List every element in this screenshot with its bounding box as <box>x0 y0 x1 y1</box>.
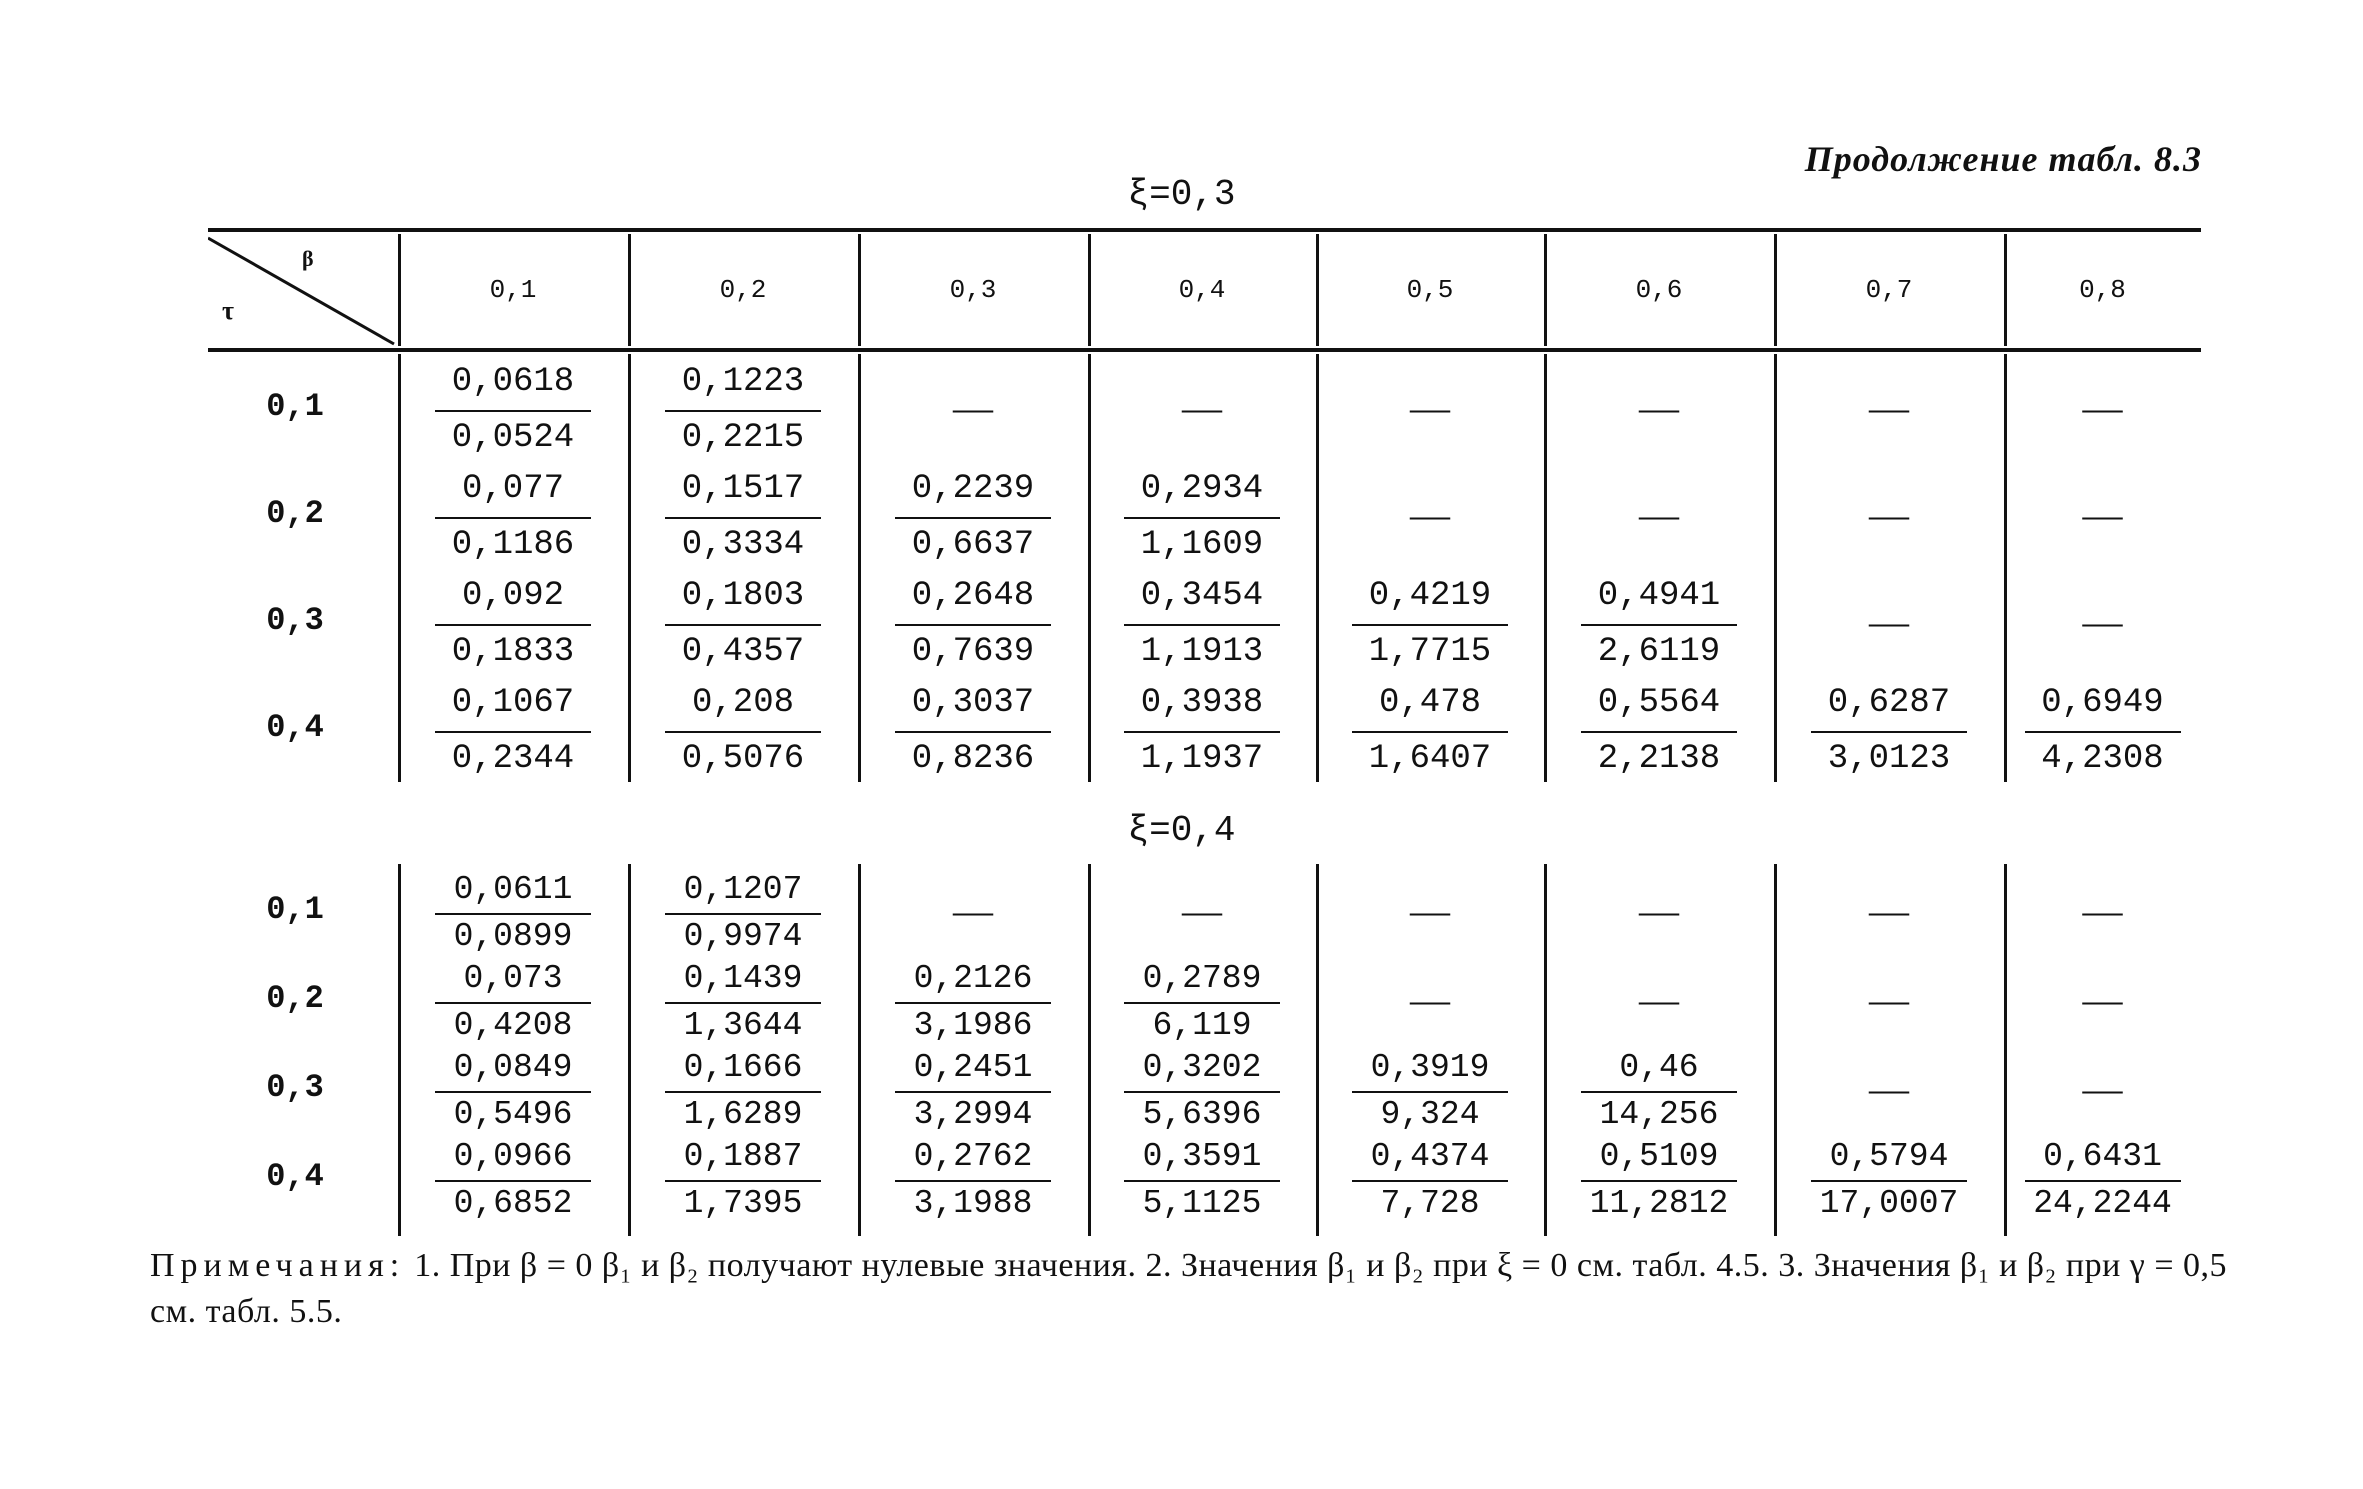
empty-dash: — <box>1869 887 1909 933</box>
fraction-numerator: 0,0618 <box>451 363 575 401</box>
fraction-bar <box>1124 517 1280 519</box>
section-title: ξ=0,3 <box>1127 174 1236 215</box>
column-separator <box>628 864 631 1236</box>
fraction-bar <box>1581 1180 1737 1182</box>
fraction-cell <box>664 1048 822 1135</box>
fraction-numerator: 0,1207 <box>683 871 803 908</box>
fraction-cell <box>434 572 592 677</box>
fraction-bar <box>665 731 821 733</box>
fraction-cell <box>894 1048 1052 1135</box>
fraction-bar <box>435 1091 591 1093</box>
fraction-numerator: 0,6287 <box>1827 684 1951 722</box>
fraction-denominator: 1,6289 <box>683 1095 803 1133</box>
beta-symbol: β <box>302 246 314 271</box>
fraction-numerator: 0,3202 <box>1142 1049 1262 1086</box>
column-header: 0,7 <box>1865 275 1913 305</box>
fraction-denominator: 14,256 <box>1599 1095 1719 1133</box>
fraction-denominator: 0,5496 <box>453 1095 573 1133</box>
fraction-bar <box>435 517 591 519</box>
column-header: 0,4 <box>1178 275 1226 305</box>
fraction-bar <box>1581 624 1737 626</box>
fraction-bar <box>1124 1091 1280 1093</box>
header-separator <box>1774 234 1777 346</box>
fraction-numerator: 0,2648 <box>911 577 1035 615</box>
column-separator <box>398 354 401 782</box>
fraction-bar <box>1352 1091 1508 1093</box>
fraction-denominator: 4,2308 <box>2041 739 2164 778</box>
fraction-numerator: 0,0966 <box>453 1138 573 1175</box>
tau-symbol: τ <box>222 296 234 325</box>
fraction-bar <box>435 410 591 412</box>
column-header: 0,5 <box>1406 275 1454 305</box>
fraction-bar <box>665 1091 821 1093</box>
fraction-bar <box>895 1002 1051 1004</box>
empty-dash: — <box>2082 887 2123 933</box>
fraction-bar <box>1124 1002 1280 1004</box>
fraction-denominator: 3,2994 <box>913 1095 1033 1133</box>
fraction-denominator: 0,8236 <box>911 739 1035 778</box>
fraction-cell <box>1351 679 1509 784</box>
header-separator <box>1316 234 1319 346</box>
empty-dash: — <box>2082 598 2123 644</box>
fraction-numerator: 0,2934 <box>1140 470 1264 508</box>
fraction-denominator: 0,4208 <box>453 1006 573 1044</box>
column-separator <box>1774 354 1777 782</box>
fraction-cell <box>434 465 592 570</box>
column-separator <box>858 864 861 1236</box>
fraction-bar <box>1124 731 1280 733</box>
row-label: 0,2 <box>266 979 324 1017</box>
column-separator <box>1316 864 1319 1236</box>
fraction-numerator: 0,6431 <box>2043 1138 2162 1175</box>
fraction-cell <box>664 358 822 463</box>
fraction-cell <box>894 572 1052 677</box>
column-separator <box>2004 354 2007 782</box>
row-label: 0,4 <box>266 708 324 746</box>
fraction-denominator: 1,1937 <box>1140 739 1264 778</box>
empty-dash: — <box>1182 384 1222 430</box>
fraction-bar <box>1352 731 1508 733</box>
fraction-numerator: 0,4219 <box>1368 577 1492 615</box>
column-separator <box>2004 864 2007 1236</box>
empty-dash: — <box>1639 976 1679 1022</box>
fraction-numerator: 0,1803 <box>681 577 805 615</box>
empty-dash: — <box>1410 491 1450 537</box>
empty-dash: — <box>953 384 993 430</box>
fraction-denominator: 0,6637 <box>911 525 1035 564</box>
fraction-denominator: 7,728 <box>1380 1184 1480 1222</box>
section-title: ξ=0,4 <box>1127 810 1236 851</box>
empty-dash: — <box>1869 384 1909 430</box>
fraction-numerator: 0,4941 <box>1597 577 1721 615</box>
fraction-bar <box>1581 731 1737 733</box>
fraction-numerator: 0,1439 <box>683 960 803 997</box>
fraction-numerator: 0,2239 <box>911 470 1035 508</box>
fraction-numerator: 0,1666 <box>683 1049 803 1086</box>
fraction-cell <box>664 959 822 1046</box>
fraction-bar <box>895 517 1051 519</box>
column-header: 0,6 <box>1635 275 1683 305</box>
fraction-cell <box>434 1048 592 1135</box>
fraction-bar <box>435 731 591 733</box>
fraction-denominator: 3,0123 <box>1827 739 1951 778</box>
fraction-bar <box>665 913 821 915</box>
fraction-denominator: 1,3644 <box>683 1006 803 1044</box>
fraction-denominator: 17,0007 <box>1819 1184 1959 1222</box>
fraction-denominator: 0,3334 <box>681 525 805 564</box>
fraction-denominator: 3,1988 <box>913 1184 1033 1222</box>
empty-dash: — <box>2082 1065 2123 1111</box>
fraction-cell <box>894 959 1052 1046</box>
fraction-denominator: 1,6407 <box>1368 739 1492 778</box>
column-header: 0,8 <box>2079 275 2126 305</box>
row-label: 0,2 <box>266 494 324 532</box>
fraction-bar <box>1811 1180 1967 1182</box>
fraction-numerator: 0,1517 <box>681 470 805 508</box>
empty-dash: — <box>1410 887 1450 933</box>
empty-dash: — <box>2082 976 2123 1022</box>
column-separator <box>1088 864 1091 1236</box>
fraction-numerator: 0,2451 <box>913 1049 1033 1086</box>
header-separator <box>1544 234 1547 346</box>
fraction-numerator: 0,208 <box>691 684 795 722</box>
fraction-cell <box>664 679 822 784</box>
fraction-numerator: 0,3454 <box>1140 577 1264 615</box>
fraction-denominator: 1,1913 <box>1140 632 1264 671</box>
empty-dash: — <box>1639 491 1679 537</box>
fraction-denominator: 0,6852 <box>453 1184 573 1222</box>
row-label: 0,3 <box>266 601 324 639</box>
fraction-denominator: 0,1833 <box>451 632 575 671</box>
fraction-cell <box>664 1137 822 1224</box>
header-separator <box>858 234 861 346</box>
fraction-bar <box>435 1180 591 1182</box>
fraction-bar <box>1124 1180 1280 1182</box>
fraction-numerator: 0,0611 <box>453 871 573 908</box>
fraction-denominator: 0,1186 <box>451 525 575 564</box>
column-separator <box>628 354 631 782</box>
empty-dash: — <box>953 887 993 933</box>
fraction-denominator: 2,6119 <box>1597 632 1721 671</box>
fraction-numerator: 0,5794 <box>1829 1138 1949 1175</box>
fraction-numerator: 0,1887 <box>683 1138 803 1175</box>
fraction-denominator: 0,2344 <box>451 739 575 778</box>
fraction-denominator: 0,0899 <box>453 917 573 955</box>
empty-dash: — <box>1869 491 1909 537</box>
fraction-numerator: 0,3919 <box>1370 1049 1490 1086</box>
fraction-denominator: 5,6396 <box>1142 1095 1262 1133</box>
empty-dash: — <box>2082 491 2123 537</box>
fraction-denominator: 3,1986 <box>913 1006 1033 1044</box>
fraction-numerator: 0,46 <box>1619 1049 1699 1086</box>
fraction-cell <box>1580 1048 1738 1135</box>
header-separator <box>1088 234 1091 346</box>
fraction-cell <box>894 679 1052 784</box>
column-separator <box>1088 354 1091 782</box>
fraction-bar <box>665 1002 821 1004</box>
fraction-cell <box>434 679 592 784</box>
fraction-bar <box>895 1180 1051 1182</box>
fraction-cell <box>434 870 592 957</box>
fraction-numerator: 0,2126 <box>913 960 1033 997</box>
fraction-cell <box>2024 679 2182 784</box>
row-label: 0,1 <box>266 387 324 425</box>
empty-dash: — <box>1410 384 1450 430</box>
fraction-bar <box>1581 1091 1737 1093</box>
fraction-numerator: 0,3938 <box>1140 684 1264 722</box>
fraction-bar <box>665 624 821 626</box>
table-caption: Продолжение табл. 8.3 <box>1804 139 2202 179</box>
fraction-numerator: 0,5564 <box>1597 684 1721 722</box>
notes-text: 1. При β = 0 β₁ и β₂ получают нулевые значения. 2. Значения β₁ и β₂ при ξ = 0 см. табл. 4.5. 3. Значения β₁ и β₂ при γ = 0,5 см. табл. 5.5. <box>150 1247 2228 1330</box>
fraction-cell <box>434 358 592 463</box>
column-header: 0,3 <box>949 275 997 305</box>
column-separator <box>1544 354 1547 782</box>
fraction-cell <box>1580 1137 1738 1224</box>
fraction-cell <box>1580 572 1738 677</box>
fraction-cell <box>434 959 592 1046</box>
notes <box>150 1243 2230 1335</box>
fraction-cell <box>1351 1048 1509 1135</box>
fraction-denominator: 2,2138 <box>1597 739 1721 778</box>
header-separator <box>2004 234 2007 346</box>
fraction-denominator: 1,7715 <box>1368 632 1492 671</box>
fraction-cell <box>894 1137 1052 1224</box>
fraction-cell <box>664 870 822 957</box>
empty-dash: — <box>1639 384 1679 430</box>
fraction-numerator: 0,478 <box>1378 684 1482 722</box>
fraction-cell <box>1123 572 1281 677</box>
fraction-numerator: 0,4374 <box>1370 1138 1490 1175</box>
header-separator <box>628 234 631 346</box>
fraction-cell <box>1123 959 1281 1046</box>
fraction-denominator: 9,324 <box>1380 1095 1480 1133</box>
fraction-numerator: 0,2762 <box>913 1138 1033 1175</box>
column-header: 0,2 <box>719 275 767 305</box>
fraction-denominator: 1,1609 <box>1140 525 1264 564</box>
fraction-numerator: 0,5109 <box>1599 1138 1719 1175</box>
fraction-denominator: 0,7639 <box>911 632 1035 671</box>
fraction-numerator: 0,073 <box>463 960 563 997</box>
fraction-numerator: 0,1223 <box>681 363 805 401</box>
row-label: 0,3 <box>266 1068 324 1106</box>
empty-dash: — <box>1639 887 1679 933</box>
fraction-denominator: 11,2812 <box>1589 1184 1729 1222</box>
empty-dash: — <box>1410 976 1450 1022</box>
fraction-cell <box>1123 465 1281 570</box>
fraction-numerator: 0,6949 <box>2041 684 2164 722</box>
fraction-cell <box>1123 1137 1281 1224</box>
fraction-bar <box>895 624 1051 626</box>
fraction-bar <box>435 913 591 915</box>
fraction-cell <box>1123 1048 1281 1135</box>
fraction-denominator: 5,1125 <box>1142 1184 1262 1222</box>
column-header: 0,1 <box>489 275 537 305</box>
fraction-cell <box>1580 679 1738 784</box>
fraction-numerator: 0,1067 <box>451 684 575 722</box>
empty-dash: — <box>1869 976 1909 1022</box>
fraction-denominator: 0,9974 <box>683 917 803 955</box>
fraction-bar <box>435 1002 591 1004</box>
fraction-bar <box>1352 1180 1508 1182</box>
fraction-numerator: 0,0849 <box>453 1049 573 1086</box>
column-separator <box>398 864 401 1236</box>
fraction-cell <box>1810 679 1968 784</box>
fraction-denominator: 0,5076 <box>681 739 805 778</box>
column-separator <box>1774 864 1777 1236</box>
fraction-cell <box>434 1137 592 1224</box>
fraction-bar <box>895 1091 1051 1093</box>
fraction-bar <box>665 410 821 412</box>
fraction-cell <box>664 572 822 677</box>
fraction-bar <box>2025 1180 2181 1182</box>
fraction-bar <box>435 624 591 626</box>
empty-dash: — <box>1182 887 1222 933</box>
fraction-numerator: 0,077 <box>461 470 565 508</box>
notes-heading: Примечания: <box>150 1247 406 1284</box>
fraction-bar <box>2025 731 2181 733</box>
fraction-cell <box>894 465 1052 570</box>
header-separator <box>398 234 401 346</box>
fraction-numerator: 0,3037 <box>911 684 1035 722</box>
fraction-bar <box>895 731 1051 733</box>
fraction-bar <box>665 517 821 519</box>
fraction-bar <box>665 1180 821 1182</box>
fraction-cell <box>1123 679 1281 784</box>
fraction-numerator: 0,092 <box>461 577 565 615</box>
fraction-cell <box>1351 572 1509 677</box>
fraction-bar <box>1811 731 1967 733</box>
empty-dash: — <box>1869 1065 1909 1111</box>
fraction-denominator: 6,119 <box>1152 1006 1252 1044</box>
column-separator <box>1316 354 1319 782</box>
fraction-bar <box>1352 624 1508 626</box>
empty-dash: — <box>2082 384 2123 430</box>
fraction-cell <box>1810 1137 1968 1224</box>
fraction-cell <box>664 465 822 570</box>
fraction-numerator: 0,3591 <box>1142 1138 1262 1175</box>
fraction-denominator: 1,7395 <box>683 1184 803 1222</box>
row-label: 0,4 <box>266 1157 324 1195</box>
fraction-denominator: 0,4357 <box>681 632 805 671</box>
fraction-denominator: 0,0524 <box>451 418 575 457</box>
fraction-cell <box>1351 1137 1509 1224</box>
empty-dash: — <box>1869 598 1909 644</box>
fraction-bar <box>1124 624 1280 626</box>
row-label: 0,1 <box>266 890 324 928</box>
column-separator <box>858 354 861 782</box>
column-separator <box>1544 864 1547 1236</box>
fraction-cell <box>2024 1137 2182 1224</box>
fraction-denominator: 0,2215 <box>681 418 805 457</box>
fraction-denominator: 24,2244 <box>2033 1184 2172 1222</box>
fraction-numerator: 0,2789 <box>1142 960 1262 997</box>
